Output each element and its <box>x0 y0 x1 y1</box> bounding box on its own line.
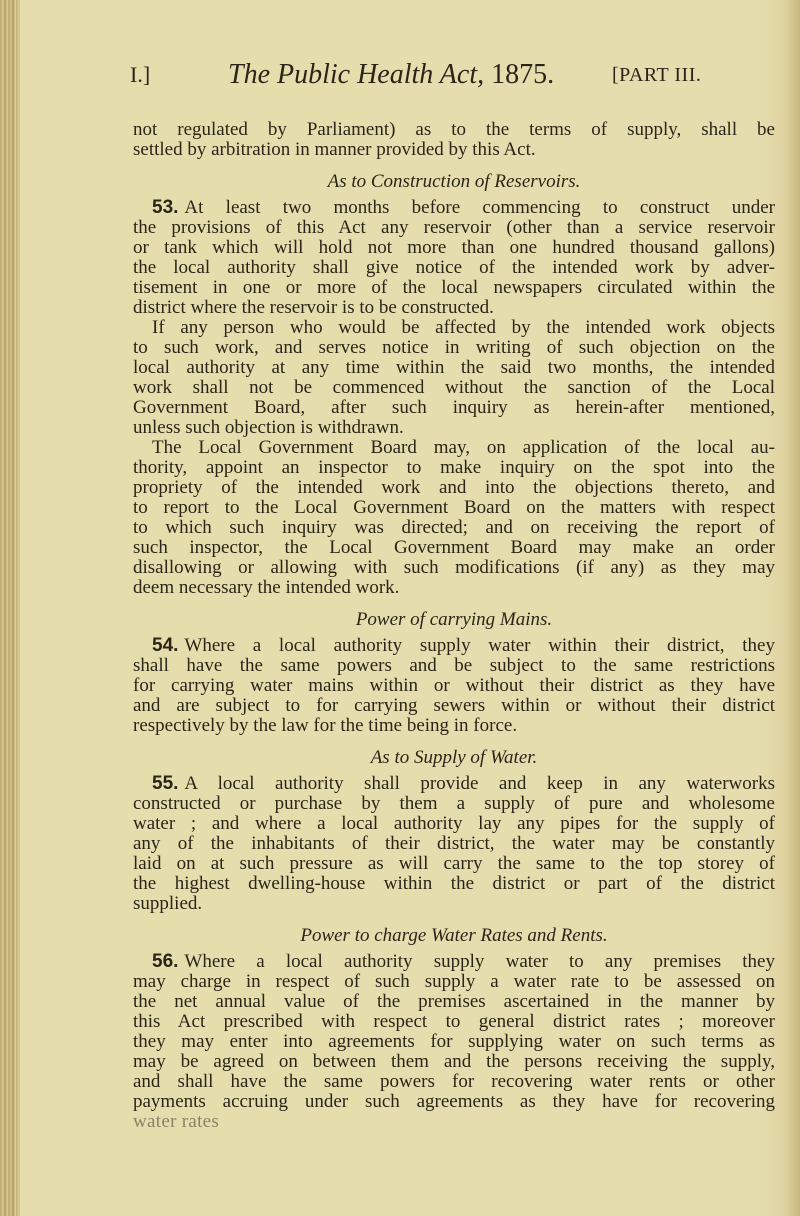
book-spine-edge <box>0 0 20 1216</box>
line-text: district where the reservoir is to be constructed. <box>133 297 494 318</box>
text-line <box>133 972 775 992</box>
text-line <box>133 1052 775 1072</box>
section-heading: As to Construction of Reservoirs. <box>327 171 581 192</box>
header-title <box>228 59 554 91</box>
header-part: [PART III. <box>612 64 702 86</box>
text-line <box>133 992 775 1012</box>
section-number: 53. <box>152 197 179 218</box>
text-line <box>133 378 775 398</box>
paragraph <box>133 438 775 598</box>
section-paragraph <box>133 774 775 914</box>
section-paragraph <box>133 636 775 736</box>
section-heading: Power of carrying Mains. <box>355 609 553 630</box>
line-text: propriety of the intended work and into the objections thereto, and <box>133 477 775 498</box>
line-text: Where a local authority supply water to any premises they <box>184 951 775 972</box>
line-text: to such work, and serves notice in writing of such objection on the <box>133 337 775 358</box>
line-text: the highest dwelling-house within the district or part of the district <box>133 873 775 894</box>
body-text <box>133 120 775 1132</box>
text-line <box>133 874 775 894</box>
text-line <box>133 894 775 914</box>
line-text: the provisions of this Act any reservoir (other than a service reservoir <box>133 217 775 238</box>
text-line <box>133 498 775 518</box>
text-line <box>133 774 775 794</box>
text-line <box>133 458 775 478</box>
text-line <box>133 794 775 814</box>
line-text: work shall not be commenced without the sanction of the Local <box>133 377 775 398</box>
section-number: 54. <box>152 635 179 656</box>
text-line <box>133 478 775 498</box>
line-text: may be agreed on between them and the persons receiving the supply, <box>133 1051 775 1072</box>
header-year: 1875. <box>491 59 555 90</box>
text-line <box>133 578 775 598</box>
text-line <box>133 696 775 716</box>
line-text: Government Board, after such inquiry as herein-after mentioned, <box>133 397 775 418</box>
running-header <box>0 59 800 92</box>
section-heading: Power to charge Water Rates and Rents. <box>300 925 608 946</box>
text-line <box>133 558 775 578</box>
line-text: this Act prescribed with respect to general district rates ; moreover <box>133 1011 775 1032</box>
line-text: not regulated by Parliament) as to the terms of supply, shall be <box>133 119 775 140</box>
line-text: water ; and where a local authority lay any pipes for the supply of <box>133 813 775 834</box>
text-line <box>133 338 775 358</box>
section-heading: As to Supply of Water. <box>370 747 538 768</box>
text-line <box>133 418 775 438</box>
section-number: 56. <box>152 951 179 972</box>
line-text: laid on at such pressure as will carry the same to the top storey of <box>133 853 775 874</box>
text-line <box>133 238 775 258</box>
line-text: and shall have the same powers for recovering water rents or other <box>133 1071 775 1092</box>
line-text: thority, appoint an inspector to make inquiry on the spot into the <box>133 457 775 478</box>
text-line <box>133 120 775 140</box>
line-text: to report to the Local Government Board on the matters with respect <box>133 497 775 518</box>
text-line <box>133 298 775 318</box>
paragraph <box>133 120 775 160</box>
line-text: shall have the same powers and be subject to the same restrictions <box>133 655 775 676</box>
line-text: unless such objection is withdrawn. <box>133 417 404 438</box>
text-line <box>133 518 775 538</box>
line-text: respectively by the law for the time being in force. <box>133 715 518 736</box>
line-text: payments accruing under such agreements as they have for recovering <box>133 1091 775 1112</box>
line-text: for carrying water mains within or without their district as they have <box>133 675 775 696</box>
text-line <box>133 834 775 854</box>
line-text: Where a local authority supply water within their district, they <box>184 635 775 656</box>
text-line <box>133 218 775 238</box>
line-text: such inspector, the Local Government Board may make an order <box>133 537 775 558</box>
text-line <box>133 636 775 656</box>
line-text: the net annual value of the premises ascertained in the manner by <box>133 991 775 1012</box>
text-line <box>133 318 775 338</box>
text-line <box>133 1032 775 1052</box>
section-paragraph <box>133 198 775 318</box>
text-line <box>133 1012 775 1032</box>
text-line <box>133 398 775 418</box>
line-text: deem necessary the intended work. <box>133 577 400 598</box>
text-line <box>133 814 775 834</box>
text-line <box>133 952 775 972</box>
line-text: disallowing or allowing with such modifications (if any) as they may <box>133 557 775 578</box>
line-text: may charge in respect of such supply a water rate to be assessed on <box>133 971 775 992</box>
section-paragraph <box>133 952 775 1132</box>
header-section: I.] <box>130 62 151 87</box>
line-text: water rates <box>133 1111 220 1132</box>
line-text: or tank which will hold not more than one hundred thousand gallons) <box>133 237 775 258</box>
line-text: supplied. <box>133 893 203 914</box>
text-line <box>133 1112 775 1132</box>
text-line <box>133 538 775 558</box>
line-text: At least two months before commencing to construct under <box>184 197 775 218</box>
text-line <box>133 1072 775 1092</box>
line-text: the local authority shall give notice of the intended work by adver- <box>133 257 775 278</box>
text-line <box>133 656 775 676</box>
text-line <box>133 676 775 696</box>
text-line <box>133 358 775 378</box>
text-line <box>133 258 775 278</box>
section-number: 55. <box>152 773 179 794</box>
text-line <box>133 1092 775 1112</box>
line-text: tisement in one or more of the local newspapers circulated within the <box>133 277 775 298</box>
line-text: The Local Government Board may, on application of the local au- <box>152 437 775 458</box>
line-text: settled by arbitration in manner provided by this Act. <box>133 139 536 160</box>
text-line <box>133 854 775 874</box>
text-line <box>133 278 775 298</box>
text-line <box>133 198 775 218</box>
line-text: they may enter into agreements for supplying water on such terms as <box>133 1031 775 1052</box>
header-title-text: The Public Health Act, <box>228 59 485 90</box>
text-line <box>133 140 775 160</box>
line-text: If any person who would be affected by the intended work objects <box>152 317 775 338</box>
line-text: any of the inhabitants of their district, the water may be constantly <box>133 833 775 854</box>
paragraph <box>133 318 775 438</box>
text-line <box>133 438 775 458</box>
line-text: constructed or purchase by them a supply of pure and wholesome <box>133 793 775 814</box>
line-text: local authority at any time within the said two months, the intended <box>133 357 775 378</box>
line-text: and are subject to for carrying sewers within or without their district <box>133 695 775 716</box>
line-text: to which such inquiry was directed; and on receiving the report of <box>133 517 775 538</box>
line-text: A local authority shall provide and keep in any waterworks <box>184 773 775 794</box>
text-line <box>133 716 775 736</box>
